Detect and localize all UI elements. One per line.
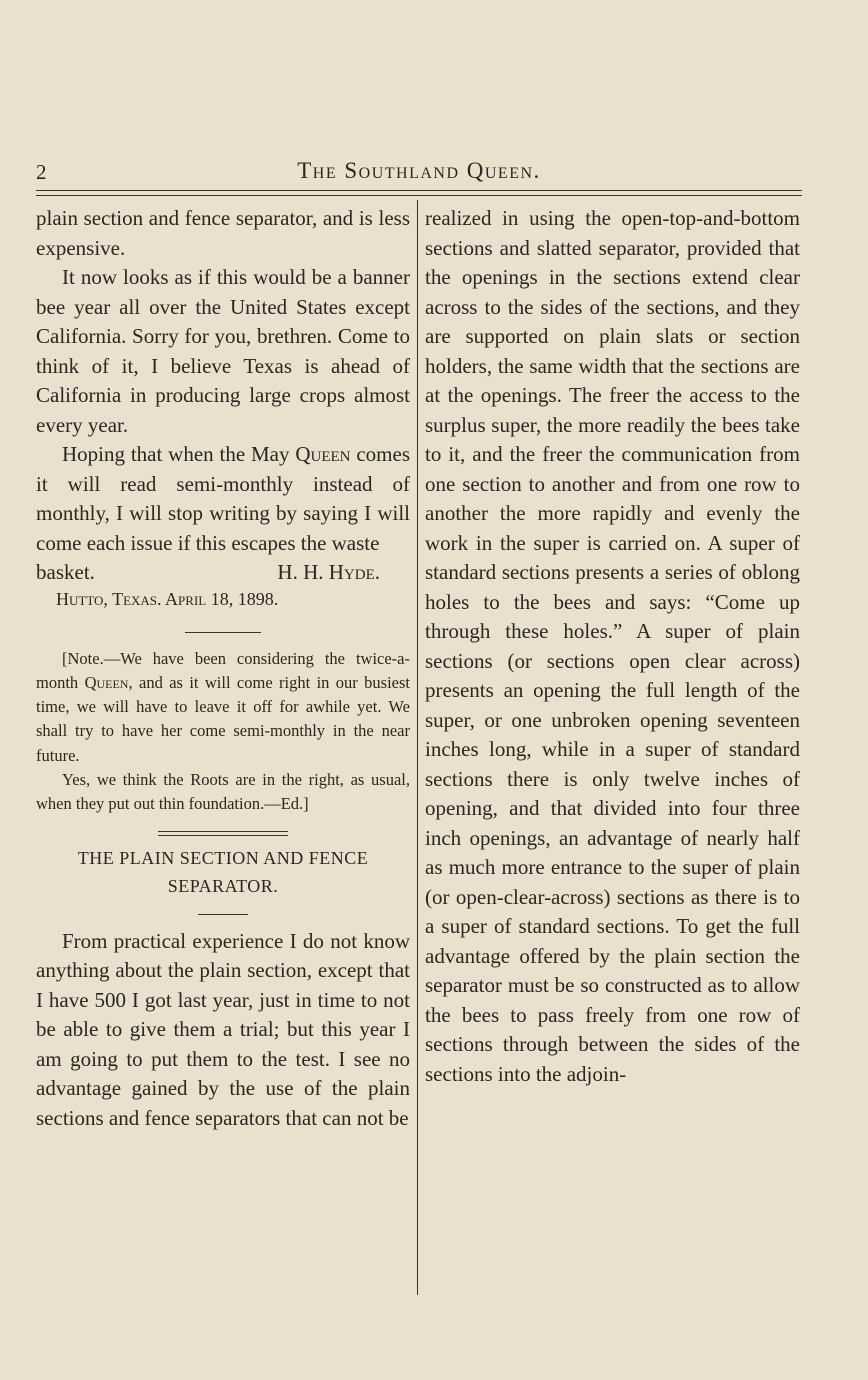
editor-note xyxy=(36,647,410,768)
signature-line xyxy=(36,558,410,588)
place-date: Hutto, Texas. April 18, 1898. xyxy=(56,588,279,609)
hoping-text-b: comes it will read semi-monthly instead of monthly, I will stop writing by saying I will come each issue if this escapes the waste xyxy=(36,442,410,555)
left-para-hoping xyxy=(36,440,410,558)
running-title: The Southland Queen. xyxy=(297,158,541,183)
article-heading: THE PLAIN SECTION AND FENCE SEPARATOR. xyxy=(77,847,369,896)
signature-lead: basket. xyxy=(36,560,95,584)
note-text-b: , and as it will come right in our busiest time, we will have to leave it off for awhile yet. We shall try to have her come semi-monthly in the near future. xyxy=(36,672,411,765)
left-column xyxy=(36,204,410,1133)
page-header xyxy=(36,160,802,190)
note-text-a: [Note.—We have been considering the twice-a-month xyxy=(36,648,410,692)
editor-note-roots: Yes, we think the Roots are in the right, as usual, when they put out thin foundation.—Ed.] xyxy=(36,769,410,814)
column-divider xyxy=(417,200,418,1295)
page-number: 2 xyxy=(36,160,47,184)
header-double-rule xyxy=(36,190,802,196)
note-queen-word: Queen xyxy=(84,672,129,692)
hoping-text-a: Hoping that when the May xyxy=(62,442,296,466)
right-column xyxy=(425,204,800,1089)
right-para-main: realized in using the open-top-and-bottom sections and slatted separator, provided that the openings in the sections extend clear across to the sides of the sections, and they are supported on plain slats or section holders, the same width that the sections are at the openings. The freer the access to the surplus super, the more readily the bees take to it, and the freer the communication from one section to another and from one row to another the more rapidly and evenly the work in the super is carried on. A super of standard sections presents a series of oblong holes to the bees and says: “Come up through these holes.” A super of plain sections (or sections open clear across) presents an opening the full length of the super, or one unbroken opening seventeen inches long, while in a super of standard sections there is only twelve inches of opening, and that divided into four three inch openings, an advantage of nearly half as much more entrance to the super of plain (or open-clear-across) sections as there is to a super of standard sections. To get the full advantage offered by the plain section the separator must be so constructed as to allow the bees to pass freely from one row of sections through between the sides of the sections into the adjoin- xyxy=(425,206,800,1086)
queen-word: Queen xyxy=(295,442,351,466)
left-para-practical: From practical experience I do not know anything about the plain section, except that I have 500 I got last year, just in time to not be able to give them a trial; but this year I am going to put them to the test. I see no advantage gained by the use of the plain sections and fence separators that can not be xyxy=(36,928,410,1130)
left-para-banner-year: It now looks as if this would be a banner bee year all over the United States except California. Sorry for you, brethren. Come to think of it, I believe Texas is ahead of California in producing large crops almost every year. xyxy=(36,265,410,437)
author-signature: H. H. Hyde. xyxy=(277,560,380,584)
left-para-continued: plain section and fence separator, and is less expensive. xyxy=(36,206,410,260)
